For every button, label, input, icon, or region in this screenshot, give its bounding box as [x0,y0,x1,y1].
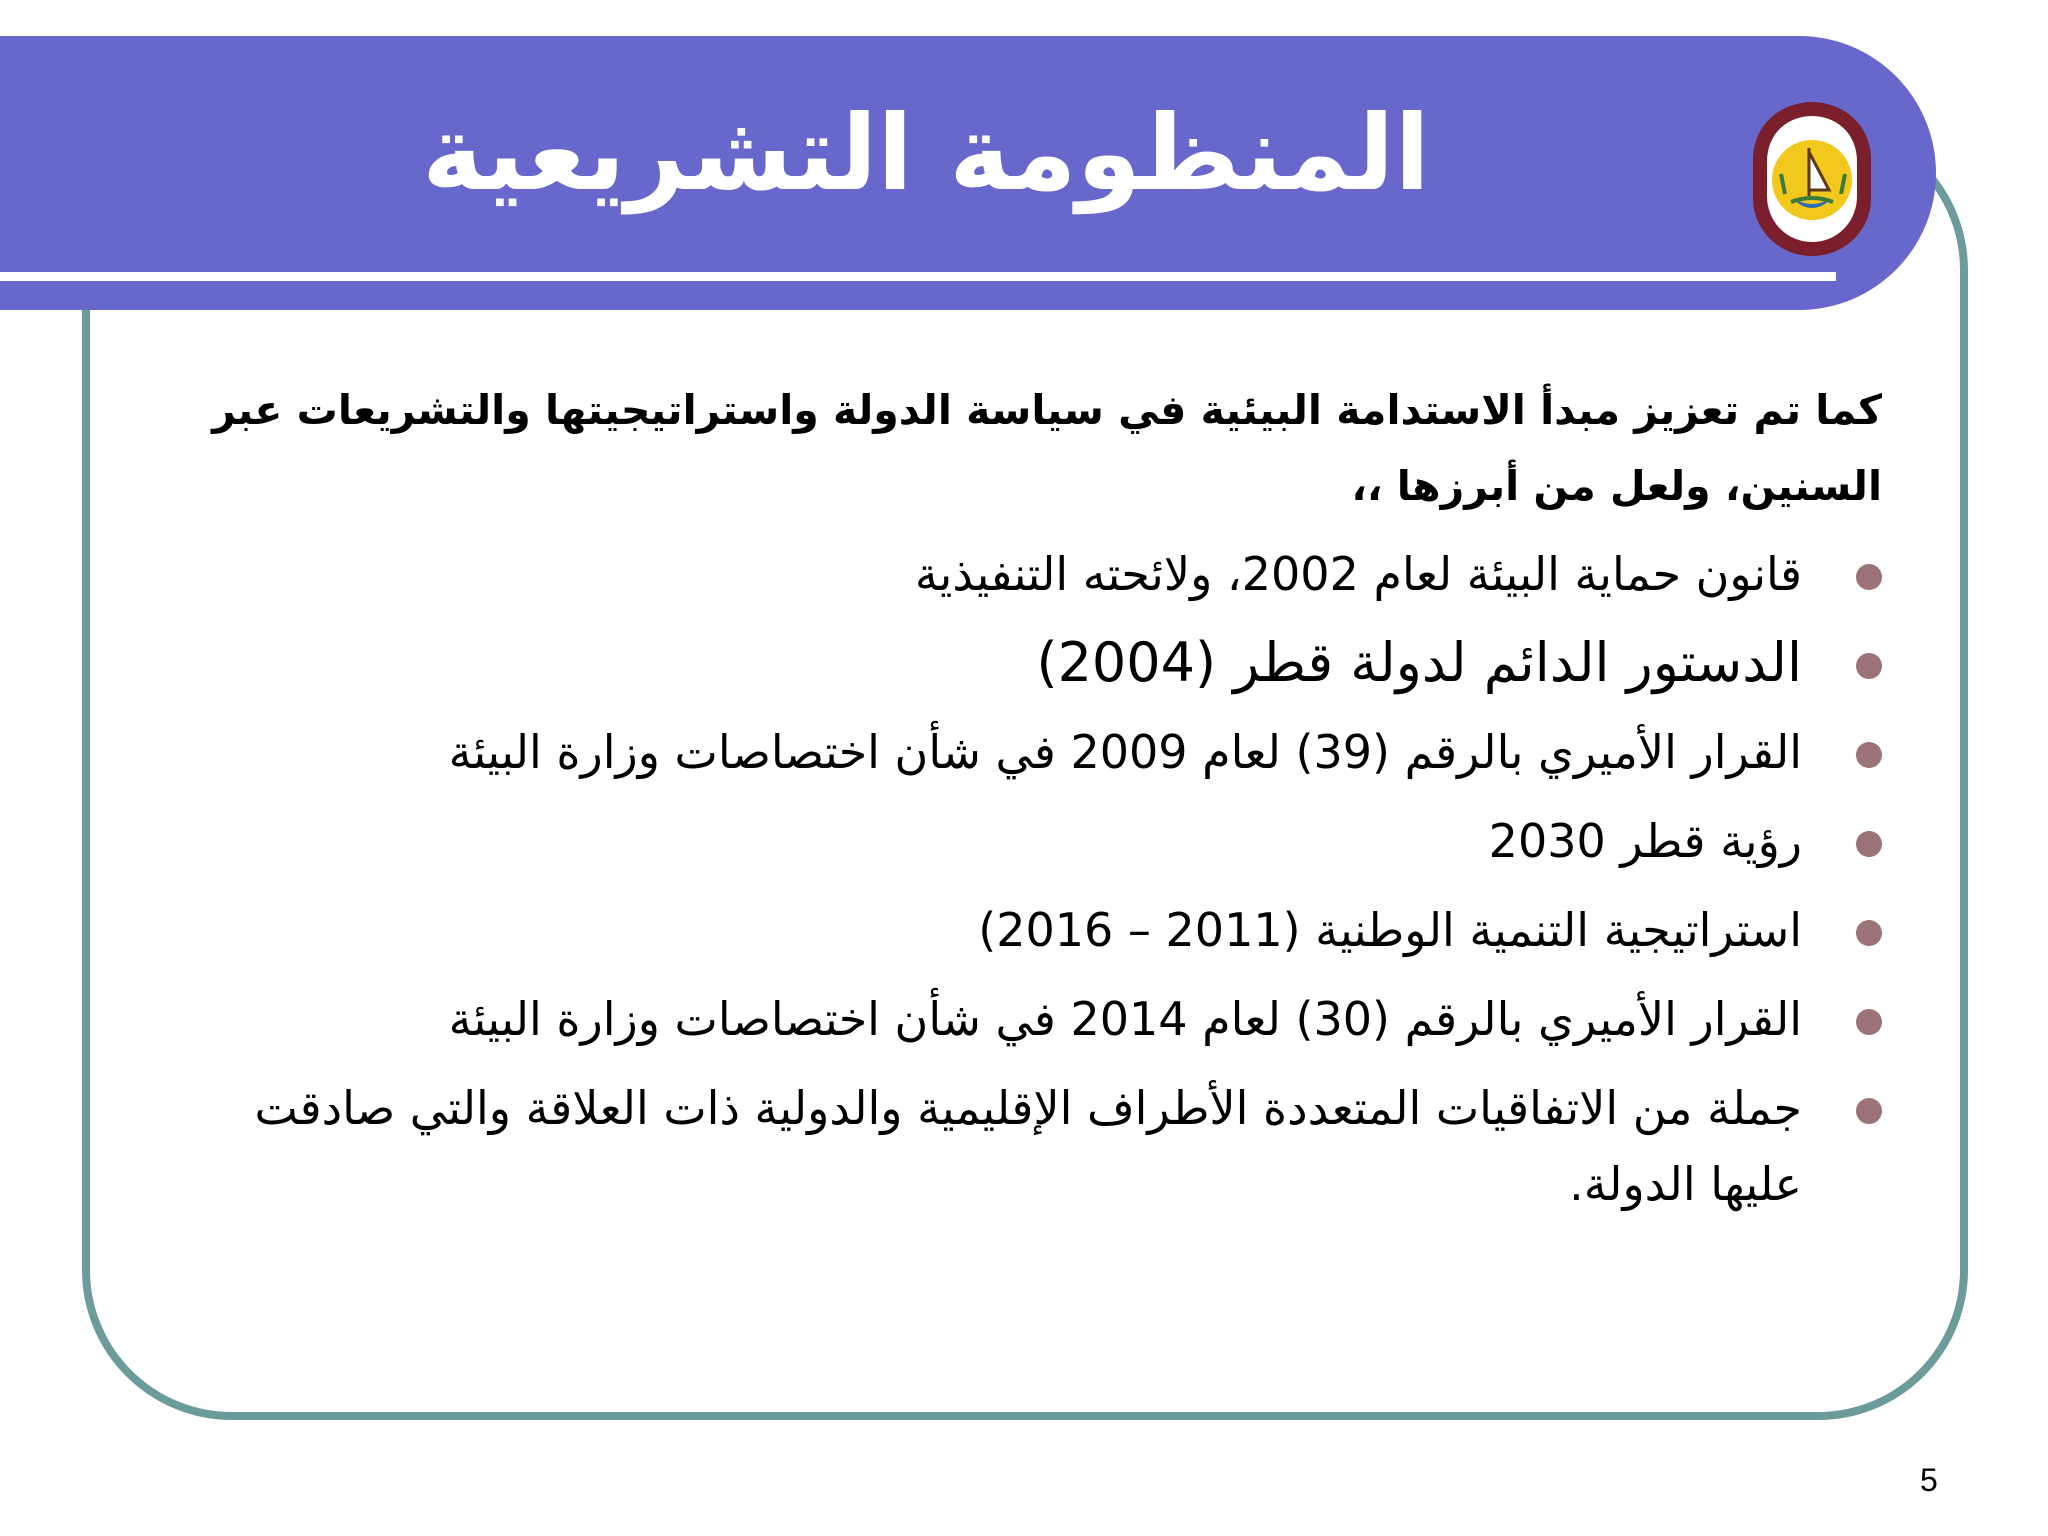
list-item-text: الدستور الدائم لدولة قطر (2004) [1036,631,1802,694]
list-item-text: القرار الأميري بالرقم (30) لعام 2014 في شأن اختصاصات وزارة البيئة [448,992,1802,1046]
title-stripe [0,272,1836,281]
list-item-text: رؤية قطر 2030 [1488,814,1802,868]
intro-paragraph: كما تم تعزيز مبدأ الاستدامة البيئية في سياسة الدولة واستراتيجيتها والتشريعات عبر السنين، ولعل من أبرزها ،، [212,386,1882,510]
list-item [160,625,1882,701]
list-item-text: جملة من الاتفاقيات المتعددة الأطراف الإقليمية والدولية ذات العلاقة والتي صادقت عليها الدولة. [254,1081,1802,1211]
slide-title: المنظومة التشريعية [421,92,1430,214]
bullet-dot-icon [1856,1009,1882,1035]
list-item [160,714,1882,790]
bullet-dot-icon [1856,920,1882,946]
bullet-dot-icon [1856,653,1882,679]
list-item-text: استراتيجية التنمية الوطنية (2011 – 2016) [978,903,1802,957]
qatar-ministry-of-environment-emblem-icon [1745,98,1879,260]
list-item [160,536,1882,612]
list-item [160,1070,1882,1222]
bullet-dot-icon [1856,831,1882,857]
bullet-dot-icon [1856,1098,1882,1124]
list-item [160,892,1882,968]
bullet-list [160,536,1882,1222]
list-item [160,981,1882,1057]
list-item-text: القرار الأميري بالرقم (39) لعام 2009 في شأن اختصاصات وزارة البيئة [448,725,1802,779]
list-item-text: قانون حماية البيئة لعام 2002، ولائحته التنفيذية [914,547,1802,601]
bullet-dot-icon [1856,742,1882,768]
list-item [160,803,1882,879]
bullet-dot-icon [1856,564,1882,590]
slide-content [160,372,1882,1235]
page-number: 5 [1920,1462,1938,1498]
